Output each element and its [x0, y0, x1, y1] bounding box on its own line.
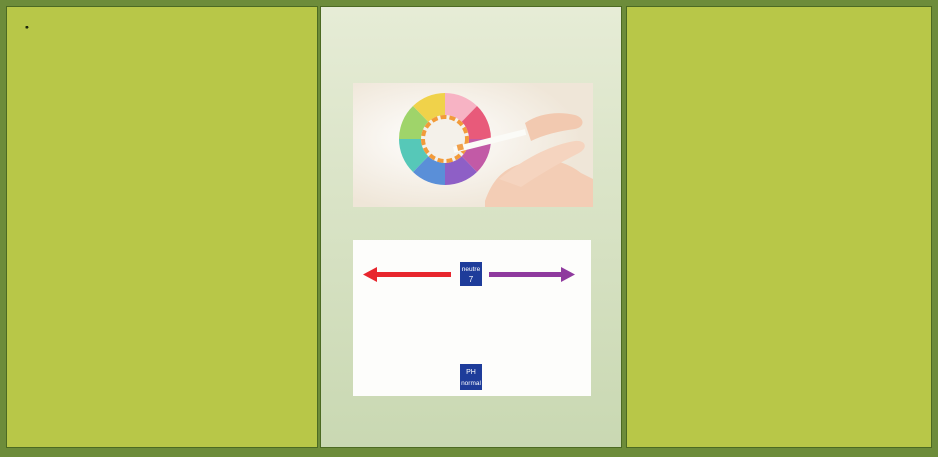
ph-normal-ph: PH	[466, 369, 476, 376]
left-panel	[6, 6, 318, 448]
neutre-text: neutre	[461, 266, 481, 273]
neutre-value: 7	[468, 275, 474, 284]
correction-heading	[627, 7, 931, 17]
alkaline-arrow	[489, 267, 575, 282]
right-panel	[626, 6, 932, 448]
ph-color-chart-illustration	[353, 83, 593, 207]
acid-arrow	[363, 267, 451, 282]
symptoms-heading	[7, 7, 317, 13]
detection-paragraph	[7, 21, 317, 25]
ph-scale-chart	[353, 240, 591, 396]
ph-strip-photo	[353, 83, 593, 207]
middle-panel	[320, 6, 622, 448]
ph-normal-text: normal	[461, 380, 481, 387]
ph-scale-graphic	[353, 240, 591, 396]
